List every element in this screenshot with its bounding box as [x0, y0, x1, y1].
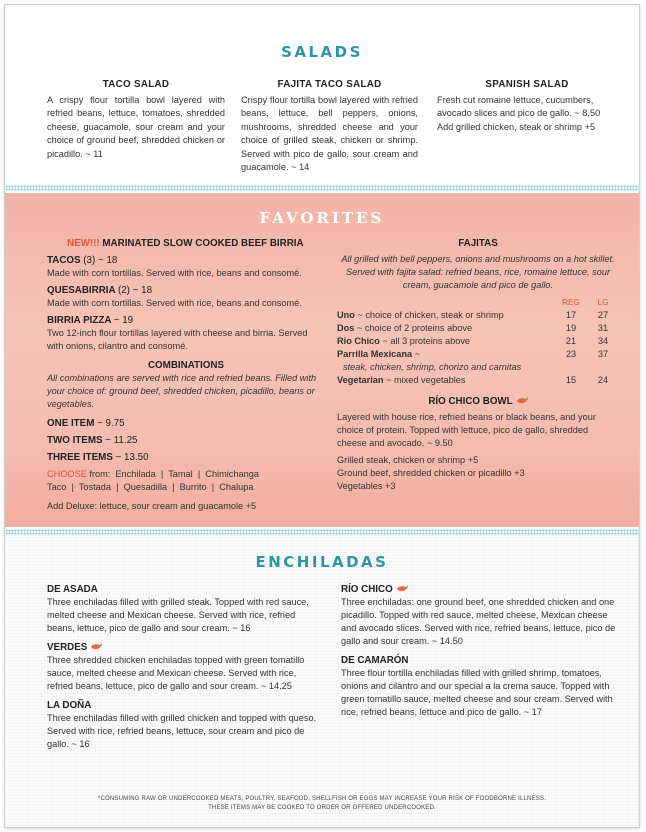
- footnote-line-2: THESE ITEMS MAY BE COOKED TO ORDER OR OFFERED UNDERCOOKED.: [208, 804, 436, 811]
- table-row: [337, 361, 619, 374]
- favorites-title: FAVORITES: [259, 209, 385, 227]
- fajita-name: Rio Chico: [337, 336, 380, 346]
- salad-item: [47, 78, 225, 161]
- price-reg: 19: [565, 323, 577, 333]
- chili-pepper-icon: [396, 585, 408, 593]
- menu-item-title: [47, 284, 325, 297]
- fajitas-price-table: [337, 296, 619, 387]
- table-row: [337, 322, 619, 335]
- table-row: [337, 309, 619, 322]
- favorites-left-column: [47, 237, 325, 513]
- combo-item: [47, 451, 325, 464]
- item-name: BIRRIA PIZZA: [47, 315, 112, 326]
- fajita-name: Vegetarian: [337, 375, 384, 385]
- enchiladas-right-column: [341, 583, 619, 719]
- enchilada-name: VERDES: [47, 642, 88, 653]
- chili-pepper-icon: [516, 397, 528, 405]
- salad-name: TACO SALAD: [102, 79, 170, 90]
- salad-description: Crispy flour tortilla bowl layered with refried beans, lettuce, bell peppers, onions, mushrooms, shredded cheese and your choice of grilled steak, chicken or shrimp. Served with pico de gallo, sour cream and guacamole. ~ 14: [241, 94, 418, 172]
- bowl-addon: Grilled steak, chicken or shrimp +5: [337, 455, 479, 465]
- fajita-desc: ~ mixed vegetables: [386, 375, 466, 385]
- item-price: ~ 19: [113, 315, 134, 326]
- enchilada-name: DE CAMARÓN: [341, 655, 409, 666]
- favorites-section: [5, 193, 639, 527]
- item-qty: (3): [83, 255, 96, 266]
- bowl-addon: Ground beef, shredded chicken or picadillo +3: [337, 468, 525, 478]
- column-header-reg: REG: [562, 298, 580, 307]
- salad-description: A crispy flour tortilla bowl layered with refried beans, lettuce, tomatoes, shredded cheese, guacamole, sour cream and your choice of ground beef, shredded chicken or picadillo. ~ 11: [47, 94, 225, 159]
- salad-item: [241, 78, 418, 175]
- choose-line-2: Taco | Tostada | Quesadilla | Burrito | Chalupa: [47, 482, 254, 492]
- salad-description: Fresh cut romaine lettuce, cucumbers, avocado slices and pico de gallo. ~ 8.50: [437, 94, 601, 118]
- fajita-name: Dos: [337, 323, 355, 333]
- food-safety-footnote: [5, 795, 639, 812]
- salad-addon: Add grilled chicken, steak or shrimp +5: [437, 121, 596, 132]
- combo-item: [47, 434, 325, 447]
- combo-item: [47, 417, 325, 430]
- bowl-heading-text: RÍO CHICO BOWL: [428, 396, 513, 407]
- item-name: QUESABIRRIA: [47, 285, 116, 296]
- price-reg: 21: [565, 336, 577, 346]
- salad-name: SPANISH SALAD: [485, 79, 569, 90]
- menu-item-title: [47, 254, 325, 267]
- birria-heading: [47, 237, 325, 250]
- combinations-description: All combinations are served with rice and refried beans. Filled with your choice of: ground beef, shredded chicken, picadillo, beans or vegetables.: [47, 373, 317, 409]
- table-row: [337, 335, 619, 348]
- price-reg: 15: [565, 375, 577, 385]
- fajita-desc: ~ choice of 2 proteins above: [356, 323, 473, 333]
- salad-item: [437, 78, 617, 134]
- fajitas-heading: FAJITAS: [458, 238, 498, 249]
- table-row: [337, 348, 619, 361]
- chili-pepper-icon: [90, 643, 102, 651]
- enchilada-description: Three enchiladas: one ground beef, one shredded chicken and one picadillo. Topped with red sauce, melted cheese, Mexican cheese and avocado slices. Served with rice, refried beans, lettuce, pico de gallo and sour cream. ~ 14.50: [341, 597, 616, 646]
- bowl-heading: [337, 395, 619, 408]
- enchiladas-title: ENCHILADAS: [255, 553, 389, 571]
- salads-title: SALADS: [281, 43, 363, 61]
- item-price: ~ 13.50: [115, 452, 149, 463]
- deluxe-addon: Add Deluxe: lettuce, sour cream and guacamole +5: [47, 501, 257, 511]
- item-description: Two 12-inch flour tortillas layered with cheese and birria. Served with onions, cilantro and consomé.: [47, 328, 308, 351]
- choose-options: [47, 468, 325, 481]
- column-header-lg: LG: [597, 298, 609, 307]
- price-reg: 17: [565, 310, 577, 320]
- fajita-desc: ~ choice of chicken, steak or shrimp: [357, 310, 504, 320]
- enchilada-name-row: [341, 583, 619, 596]
- fajitas-description: All grilled with bell peppers, onions and mushrooms on a hot skillet. Served with fajita salad: refried beans, rice, romaine lettuce, sour cream, guacamole and pico de gallo.: [341, 254, 615, 290]
- item-name: TACOS: [47, 255, 81, 266]
- item-price: ~ 18: [132, 285, 153, 296]
- item-price: ~ 18: [98, 255, 118, 266]
- price-reg: 23: [565, 349, 577, 359]
- fajita-desc: ~: [414, 349, 421, 359]
- choose-label: CHOOSE: [47, 469, 87, 479]
- birria-heading-text: MARINATED SLOW COOKED BEEF BIRRIA: [102, 238, 304, 249]
- menu-page: [4, 4, 640, 828]
- favorites-right-column: [337, 237, 619, 493]
- fajita-name: Parrilla Mexicana: [337, 349, 413, 359]
- enchilada-name-row: [47, 641, 317, 654]
- footnote-line-1: *CONSUMING RAW OR UNDERCOOKED MEATS, POULTRY, SEAFOOD, SHELLFISH OR EGGS MAY INCREASE YOUR RISK OF FOODBORNE ILLNESS.: [97, 796, 547, 802]
- enchilada-description: Three flour tortilla enchiladas filled with grilled shrimp, tomatoes, onions and cilantro and our special a la crema sauce. Topped with green tomatillo sauce, melted cheese and sour cream. Served with rice, refried beans, lettuce and pico de gallo. ~ 17: [341, 668, 613, 717]
- price-lg: 27: [597, 310, 609, 320]
- price-lg: 34: [597, 336, 609, 346]
- enchilada-name: LA DOÑA: [47, 700, 92, 711]
- fajita-desc: ~ all 3 proteins above: [382, 336, 471, 346]
- enchilada-description: Three enchiladas filled with grilled steak. Topped with red sauce, melted cheese and Mexican cheese. Served with rice, refried beans, lettuce, pico de gallo and sour cream. ~ 16: [47, 597, 309, 633]
- fajita-desc: steak, chicken, shrimp, chorizo and carnitas: [343, 362, 522, 372]
- item-name: THREE ITEMS: [47, 452, 113, 463]
- item-price: ~ 11.25: [105, 435, 138, 446]
- enchilada-description: Three shredded chicken enchiladas topped with green tomatillo sauce, melted cheese and Mexican cheese. Served with rice, refried beans, lettuce, pico de gallo and sour cream. ~ 14.25: [47, 655, 305, 691]
- salad-name: FAJITA TACO SALAD: [277, 79, 382, 90]
- item-price: ~ 9.75: [97, 418, 125, 429]
- enchilada-description: Three enchiladas filled with grilled chicken and topped with queso. Served with rice, refried beans, lettuce, sour cream and pico de gallo. ~ 16: [47, 713, 317, 749]
- choose-line-1: from: Enchilada | Tamal | Chimichanga: [89, 469, 259, 479]
- item-name: ONE ITEM: [47, 418, 95, 429]
- combinations-heading: COMBINATIONS: [147, 360, 224, 371]
- enchiladas-left-column: [47, 583, 317, 751]
- price-lg: 31: [597, 323, 609, 333]
- item-name: TWO ITEMS: [47, 435, 103, 446]
- enchilada-name: DE ASADA: [47, 584, 98, 595]
- menu-item-title: [47, 314, 325, 327]
- item-qty: (2): [117, 285, 130, 296]
- table-row: [337, 374, 619, 387]
- bowl-description: Layered with house rice, refried beans or black beans, and your choice of protein. Topped with lettuce, pico de gallo, shredded cheese and avocado. ~ 9.50: [337, 412, 596, 448]
- bowl-addon: Vegetables +3: [337, 481, 396, 491]
- fajita-name: Uno: [337, 310, 355, 320]
- price-lg: 37: [597, 349, 609, 359]
- price-lg: 24: [597, 375, 609, 385]
- item-description: Made with corn tortillas. Served with rice, beans and consomé.: [47, 268, 302, 278]
- table-header-row: [337, 296, 619, 309]
- item-description: Made with corn tortillas. Served with rice, beans and consomé.: [47, 298, 302, 308]
- enchilada-name: RÍO CHICO: [341, 584, 393, 595]
- new-badge: NEW!!!: [67, 238, 100, 249]
- dotted-divider: [5, 185, 639, 191]
